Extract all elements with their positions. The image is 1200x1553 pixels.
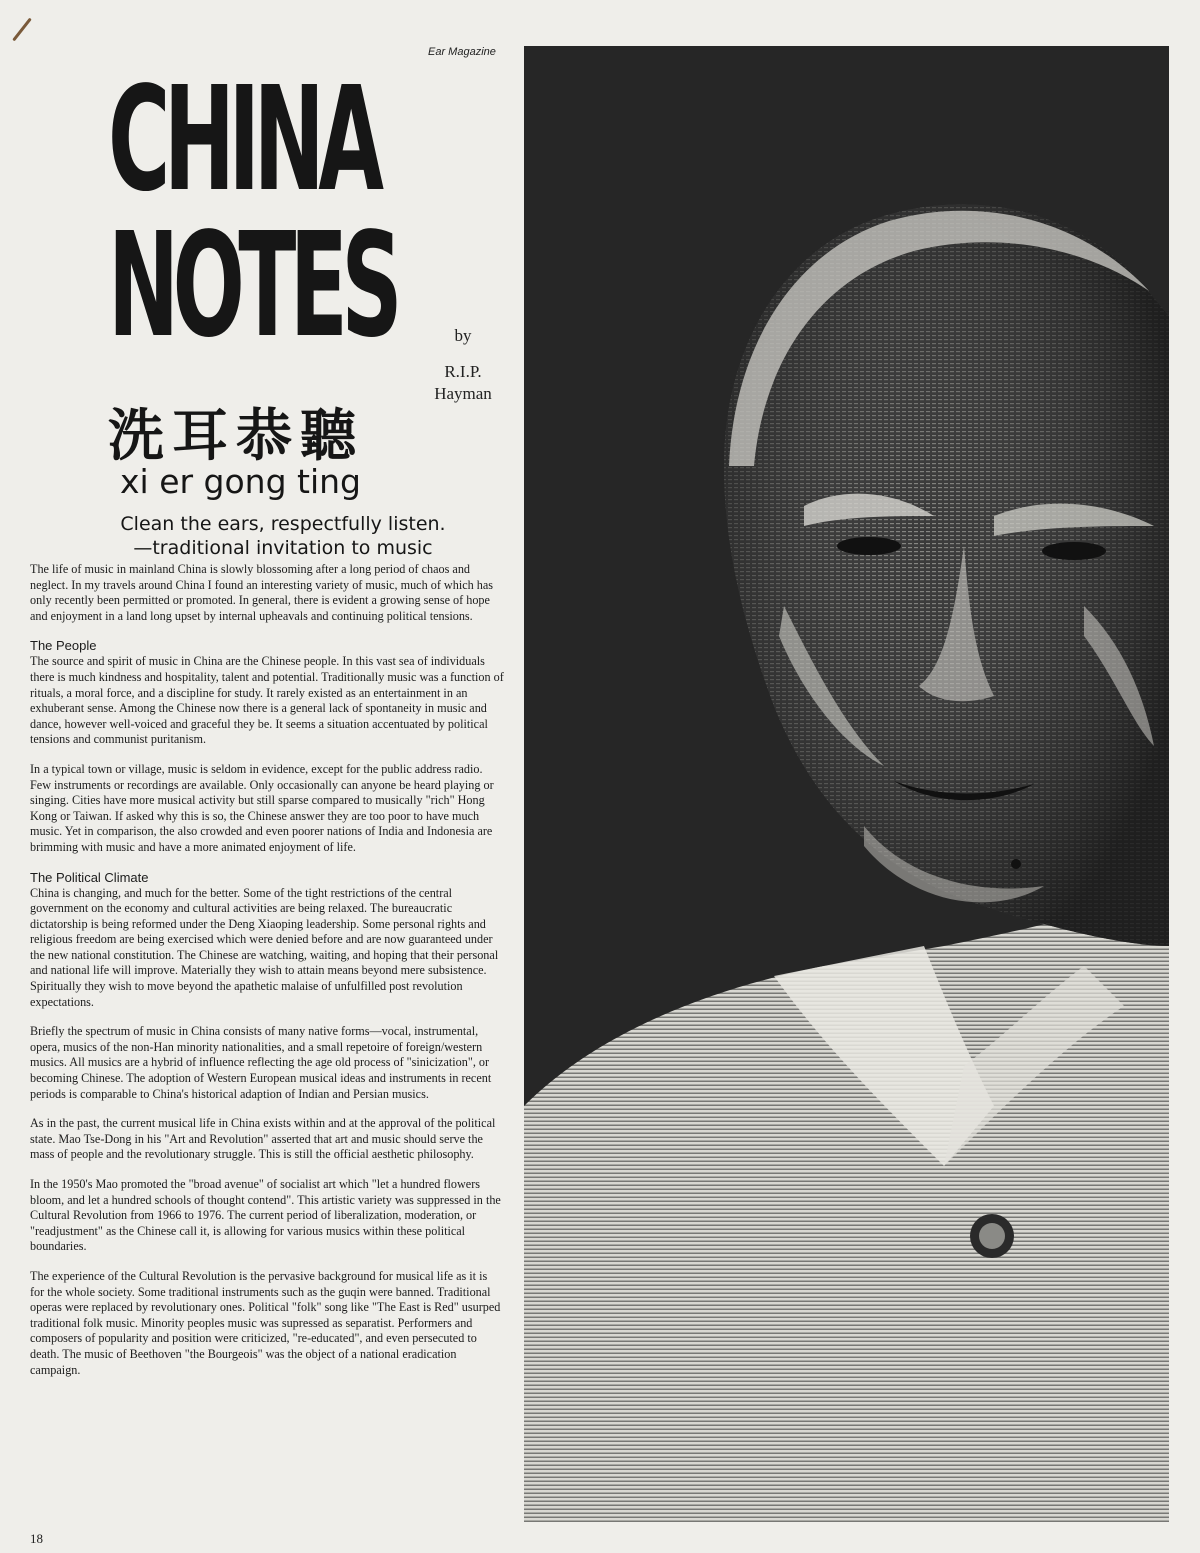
pinyin-transliteration: xi er gong ting	[120, 462, 362, 501]
article-title-line-1: CHINA	[108, 54, 378, 224]
section-heading-political-climate: The Political Climate	[30, 869, 149, 885]
paragraph: China is changing, and much for the better. Some of the tight restrictions of the central government on the economy and cultural activities are being relaxed. The bureaucratic dictatorship is being reformed under the Deng Xiaoping leadership. Some personal rights and religious freedom are being exercised which were denied before and are now guaranteed under the new national constitution. The Chinese are watching, waiting, and hoping that their personal and national life will improve. Materially they wish to attain means beyond mere subsistence. Spiritually they wish to move beyond the apathetic malaise of unfulfilled post revolution expectations.	[30, 885, 499, 1009]
chinese-characters: 洗耳恭聽	[108, 404, 364, 469]
section-heading-people: The People	[30, 638, 97, 654]
magazine-masthead: Ear Magazine	[428, 46, 496, 58]
tagline-translation: Clean the ears, respectfully listen.	[120, 513, 446, 535]
paragraph: In a typical town or village, music is seldom in evidence, except for the public address radio. Few instruments or recordings are available. Only occasionally can anyone be heard playing or singing. Cities have more musical activity but still sparse compared to musically "rich" Hong Kong or Taiwan. If asked why this is so, the Chinese answer they are too poor to have much music. Yet in comparison, the also crowded and even poorer nations of India and Indonesia are brimming with music and have a more animated enjoyment of life.	[30, 761, 494, 854]
byline-by: by	[454, 326, 472, 345]
portrait-illustration	[524, 46, 1169, 1522]
byline-name-1: R.I.P.	[444, 362, 482, 381]
tagline-attribution: —traditional invitation to music	[133, 537, 433, 559]
paragraph: As in the past, the current musical life in China exists within and at the approval of the political state. Mao Tse-Dong in his "Art and Revolution" asserted that art and music should serve the mass of people and the revolutionary struggle. This is still the official aesthetic philosophy.	[30, 1116, 496, 1162]
paragraph: In the 1950's Mao promoted the "broad avenue" of socialist art which "let a hundred flowers bloom, and let a hundred schools of thought contend". This artistic variety was suppressed in the Cultural Revolution from 1966 to 1976. The current period of liberalization, moderation, or "readjustment" as the Chinese call it, is allowing for various musics within these political boundaries.	[30, 1177, 501, 1254]
byline-name-2: Hayman	[434, 384, 492, 403]
paragraph: The source and spirit of music in China are the Chinese people. In this vast sea of individuals there is much kindness and hospitality, talent and potential. Traditionally music was a function of rituals, a moral force, and a discipline for study. It rarely existed as an entertainment in an exhuberant sense. Among the Chinese now there is a general lack of spontaneity in music and dance, however well-voiced and graceful they be. It seems a situation accentuated by political tensions and communist puritanism.	[30, 654, 504, 747]
portrait-photo	[524, 46, 1169, 1522]
staple-mark	[12, 18, 32, 42]
paragraph: Briefly the spectrum of music in China consists of many native forms—vocal, instrumental, opera, musics of the non-Han minority nationalities, and a small repetoire of foreign/western musics. All musics are a hybrid of influence reflecting the age old process of "sinicization", or becoming Chinese. The adoption of Western European musical ideas and instruments in recent periods is comparable to China's historical adaption of Indian and Persian musics.	[30, 1024, 492, 1101]
article-body	[30, 562, 504, 1392]
page-number: 18	[30, 1531, 43, 1546]
article-title-line-2: NOTES	[108, 200, 397, 370]
paragraph: The experience of the Cultural Revolution is the pervasive background for musical life as it is for the whole society. Some traditional instruments such as the guqin were banned. Traditional operas were replaced by revolutionary ones. Political "folk" song like "The East is Red" usurped traditional folk music. Minority peoples music was supressed as separatist. Performers and composers of popularity and position were criticized, "re-educated", and even persecuted to death. The music of Beethoven "the Bourgeois" was the object of a national eradication campaign.	[30, 1268, 501, 1377]
intro-paragraph: The life of music in mainland China is slowly blossoming after a long period of chaos and neglect. In my travels around China I found an interesting variety of music, much of which has only recently been permitted or promoted. In general, there is evident a growing sense of hope and enjoyment in a land long upset by internal upheavals and continuing political tensions.	[30, 562, 494, 623]
